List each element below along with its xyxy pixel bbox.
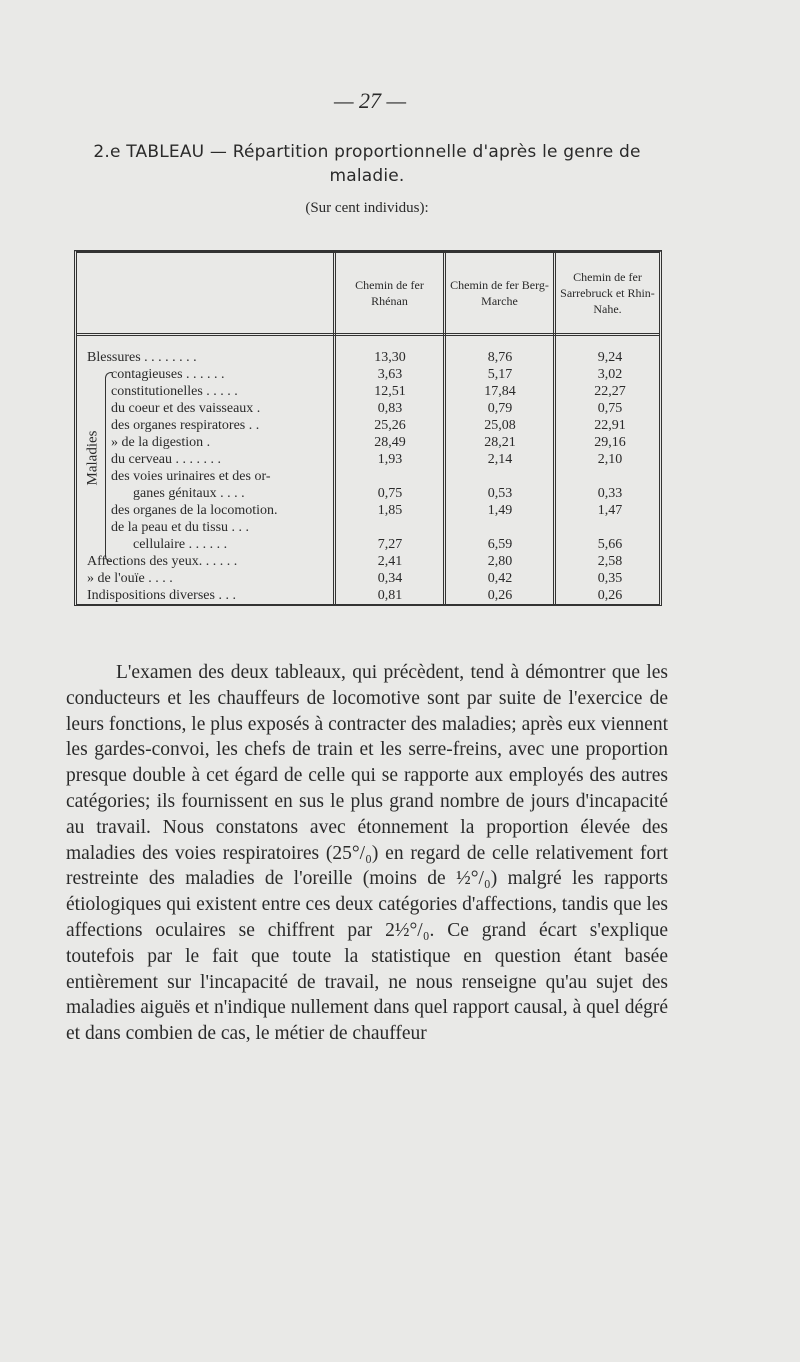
cell-value: 2,41 [377,554,403,569]
table-row [77,349,659,366]
group-label-maladies: Maladies [84,430,101,486]
cell-value: 0,35 [597,571,623,586]
table-row [77,553,659,570]
cell-value: 25,08 [484,418,516,433]
cell-value: 2,10 [597,452,623,467]
cell-value: 29,16 [594,435,626,450]
cell-value: 5,17 [487,367,513,382]
table-row [77,502,659,519]
cell-value: 8,76 [487,350,513,365]
row-label: Affections des yeux. . . . . . [87,554,238,569]
cell-value: 5,66 [597,537,623,552]
cell-value: 1,85 [377,503,403,518]
statistics-table [74,250,662,606]
table-row [77,366,659,383]
row-label: Blessures . . . . . . . . [87,350,197,365]
row-label: contagieuses . . . . . . [111,367,225,382]
row-label: ganes génitaux . . . . [133,486,245,501]
table-title: 2.e TABLEAU — Répartition proportionnelle d'après le genre de maladie. [93,142,641,186]
row-label: de la peau et du tissu . . . [111,520,250,535]
cell-value: 22,91 [594,418,626,433]
cell-value: 0,75 [597,401,623,416]
table-row [77,570,659,587]
row-label: Indispositions diverses . . . [87,588,236,603]
column-header-berg-marche: Chemin de fer Berg-Marche [450,278,549,308]
row-label: » de l'ouïe . . . . [87,571,173,586]
cell-value: 2,80 [487,554,513,569]
header-divider [77,333,659,336]
cell-value: 0,75 [377,486,403,501]
cell-value: 3,02 [597,367,623,382]
row-label: du cerveau . . . . . . . [111,452,222,467]
cell-value: 22,27 [594,384,626,399]
table-row [77,400,659,417]
table-row [77,468,659,485]
cell-value: 0,33 [597,486,623,501]
cell-value: 1,93 [377,452,403,467]
body-paragraph: L'examen des deux tableaux, qui précèdent, tend à démontrer que les conducteurs et les chauffeurs de locomotive sont par suite de l'exercice de leurs fonctions, le plus exposés à contracter des maladies; après eux viennent les gardes-convoi, les chefs de train et les serre-freins, avec une proportion presque double à cet égard de celle qui se rapporte aux employés des autres catégories; ils fournissent en sus le plus grand nombre de jours d'incapacité au travail. Nous constatons avec étonnement la proportion élevée des maladies des voies respiratoires (25°/₀) en regard de celle relativement fort restreinte des maladies de l'oreille (moins de ½°/₀) malgré les rapports étiologiques qui existent entre ces deux catégories d'affections, tandis que les affections oculaires se chiffrent par 2½°/₀. Ce grand écart s'explique toutefois par le fait que toute la statistique en question étant basée entièrement sur l'incapacité de travail, ne nous renseigne qu'au sujet des maladies aiguës et n'indique nullement dans quel rapport causal, à quel dégré et dans combien de cas, le métier de chauffeur [66,662,668,1045]
cell-value: 25,26 [374,418,406,433]
cell-value: 0,79 [487,401,513,416]
cell-value: 17,84 [484,384,516,399]
row-label: des organes respiratores . . [111,418,260,433]
table-row [77,519,659,536]
cell-value: 13,30 [374,350,406,365]
cell-value: 1,47 [597,503,623,518]
cell-value: 0,83 [377,401,403,416]
cell-value: 28,49 [374,435,406,450]
cell-value: 0,26 [597,588,623,603]
cell-value: 0,53 [487,486,513,501]
page-number: — 27 — [333,88,407,113]
body-text [66,660,668,1047]
table-row [77,536,659,553]
row-label: constitutionelles . . . . . [111,384,238,399]
cell-value: 0,81 [377,588,403,603]
row-label: » de la digestion . [111,435,211,450]
table-row [77,587,659,604]
row-label: du coeur et des vaisseaux . [111,401,261,416]
table-row [77,383,659,400]
cell-value: 0,42 [487,571,513,586]
cell-value: 6,59 [487,537,513,552]
column-header-rhenan: Chemin de fer Rhénan [355,278,424,308]
row-label: des organes de la locomotion. [111,503,278,518]
cell-value: 12,51 [374,384,406,399]
cell-value: 7,27 [377,537,403,552]
cell-value: 28,21 [484,435,516,450]
table-row [77,434,659,451]
table-row [77,417,659,434]
cell-value: 0,26 [487,588,513,603]
cell-value: 2,14 [487,452,513,467]
cell-value: 0,34 [377,571,403,586]
row-label: des voies urinaires et des or- [111,469,271,484]
table-row [77,485,659,502]
row-label: cellulaire . . . . . . [133,537,228,552]
column-header-sarrebruck: Chemin de fer Sarrebruck et Rhin-Nahe. [560,270,655,316]
cell-value: 3,63 [377,367,403,382]
cell-value: 2,58 [597,554,623,569]
cell-value: 9,24 [597,350,623,365]
table-row [77,451,659,468]
cell-value: 1,49 [487,503,513,518]
table-subtitle: (Sur cent individus): [305,200,429,216]
